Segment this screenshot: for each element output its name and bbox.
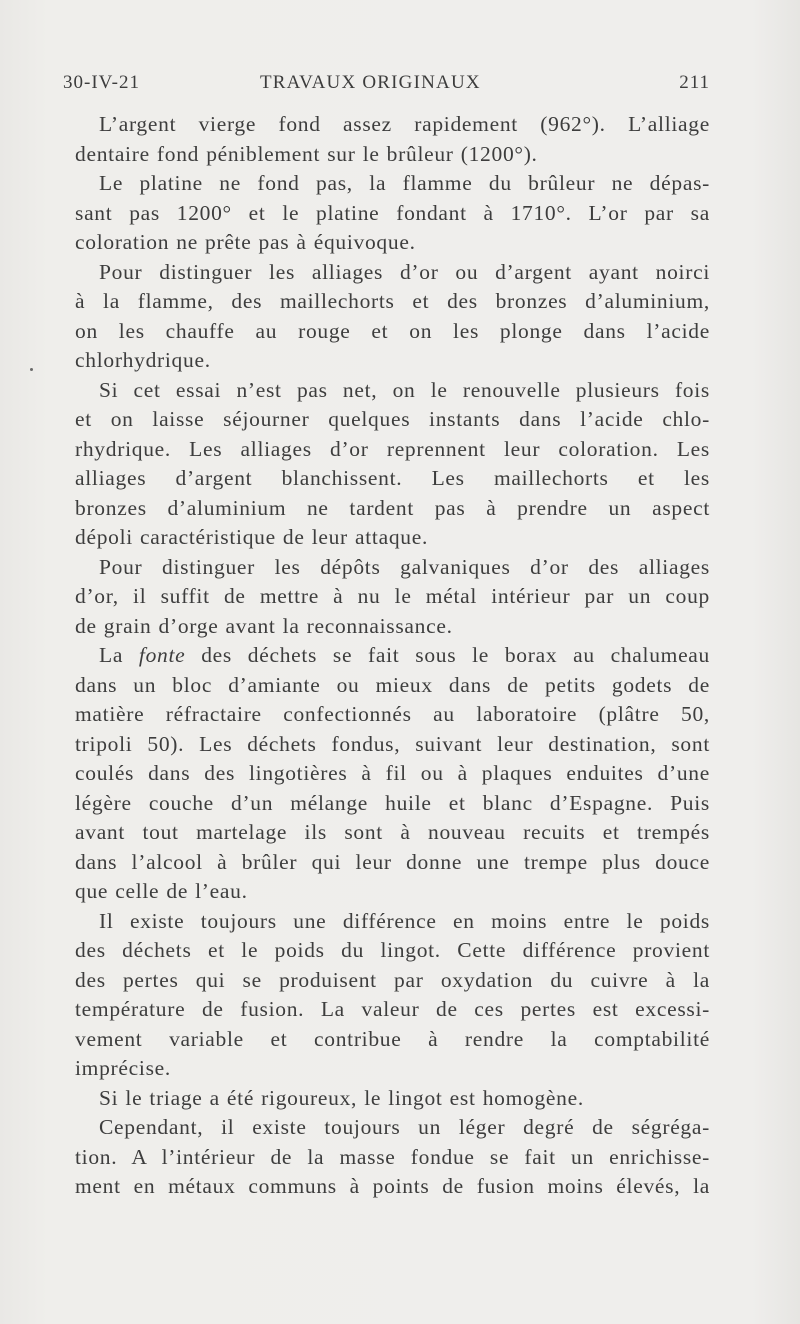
text-line: Si cet essai n’est pas net, on le renouvelle plusieurs fois [99, 377, 710, 402]
text-line: tion. A l’intérieur de la masse fondue se fait un enrichisse- [75, 1144, 710, 1169]
text-line: dépoli caractéristique de leur attaque. [75, 525, 429, 549]
text-line: L’argent vierge fond assez rapidement (962°). L’alliage [99, 112, 710, 136]
text-line: dentaire fond péniblement sur le brûleur (1200°). [75, 141, 538, 166]
text-fragment: des déchets se fait sous le borax au chalumeau [185, 643, 711, 667]
text-fragment: La [99, 643, 139, 667]
running-head [63, 72, 710, 96]
text-line: d’or, il suffit de mettre à nu le métal intérieur par un coup [75, 584, 710, 608]
text-line: des déchets et le poids du lingot. Cette différence provient [75, 938, 710, 962]
text-line: chlorhydrique. [75, 348, 211, 372]
text-line: coulés dans des lingotières à fil ou à plaques enduites d’une [75, 761, 710, 785]
text-line: légère couche d’un mélange huile et blanc d’Espagne. Puis [75, 790, 710, 815]
text-line: imprécise. [75, 1056, 171, 1080]
text-line: de grain d’orge avant la reconnaissance. [75, 613, 453, 638]
text-line: alliages d’argent blanchissent. Les maillechorts et les [75, 466, 710, 490]
text-line: Le platine ne fond pas, la flamme du brûleur ne dépas- [99, 171, 710, 195]
text-line: température de fusion. La valeur de ces pertes est excessi- [75, 997, 710, 1021]
page-number: 211 [679, 72, 710, 93]
text-line: Si le triage a été rigoureux, le lingot est homogène. [99, 1085, 584, 1110]
text-line: bronzes d’aluminium ne tardent pas à prendre un aspect [75, 495, 710, 520]
text-line: dans l’alcool à brûler qui leur donne une trempe plus douce [75, 849, 710, 874]
header-section-title: TRAVAUX ORIGINAUX [260, 72, 481, 93]
text-line: à la flamme, des maillechorts et des bronzes d’aluminium, [75, 289, 710, 313]
text-line: avant tout martelage ils sont à nouveau recuits et trempés [75, 820, 710, 844]
text-line: tripoli 50). Les déchets fondus, suivant leur destination, sont [75, 731, 710, 756]
text-line: que celle de l’eau. [75, 879, 248, 903]
italic-term: fonte [138, 643, 186, 667]
text-line: vement variable et contribue à rendre la comptabilité [75, 1026, 710, 1051]
text-line: rhydrique. Les alliages d’or reprennent leur coloration. Les [75, 436, 710, 461]
text-line: on les chauffe au rouge et on les plonge dans l’acide [75, 318, 710, 343]
text-line: et on laisse séjourner quelques instants dans l’acide chlo- [75, 407, 710, 431]
text-line: Pour distinguer les dépôts galvaniques d’or des alliages [99, 554, 710, 579]
body-text [75, 110, 710, 1202]
text-line: des pertes qui se produisent par oxydation du cuivre à la [75, 967, 710, 992]
text-line: coloration ne prête pas à équivoque. [75, 230, 416, 254]
text-line: Pour distinguer les alliages d’or ou d’argent ayant noirci [99, 259, 710, 284]
text-line-fonte [75, 641, 710, 671]
text-line: ment en métaux communs à points de fusion moins élevés, la [75, 1174, 710, 1198]
header-date: 30-IV-21 [63, 72, 140, 93]
paper-speck [30, 368, 33, 371]
text-line: Il existe toujours une différence en moins entre le poids [99, 908, 710, 933]
text-line: Cependant, il existe toujours un léger degré de ségréga- [99, 1115, 710, 1139]
text-line: dans un bloc d’amiante ou mieux dans de petits godets de [75, 672, 710, 697]
text-line: sant pas 1200° et le platine fondant à 1710°. L’or par sa [75, 200, 710, 225]
text-line: matière réfractaire confectionnés au laboratoire (plâtre 50, [75, 702, 710, 726]
